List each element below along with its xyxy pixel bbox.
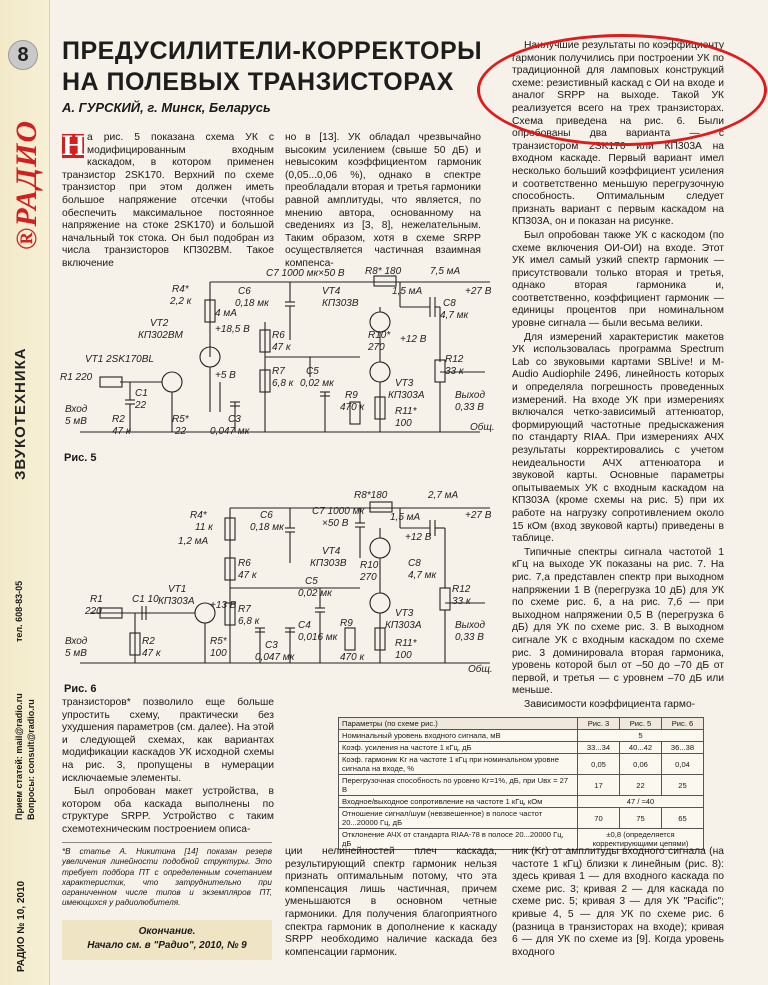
fig5-supply: +27 В xyxy=(465,286,492,297)
fig6-r6: R6 xyxy=(238,558,251,569)
fig5-inp: Вход xyxy=(65,404,88,415)
table-header-row xyxy=(339,718,704,730)
fig6-v1: +12 В xyxy=(405,532,432,543)
fig6-c8v: 4,7 мк xyxy=(408,570,437,581)
fig5-r11: R11* xyxy=(395,406,417,417)
table-cell: ±0,8 (определяется корректирующими цепями) xyxy=(578,829,704,850)
fig6-c5: C5 xyxy=(305,576,318,587)
fig5-r2: R2 xyxy=(112,414,125,425)
contact-mail: Прием статей: mail@radio.ru xyxy=(14,693,24,820)
fig6-inpv: 5 мВ xyxy=(65,648,87,659)
col3-paragraph-4: Типичные спектры сигнала частотой 1 кГц на выходе УК показаны на рис. 7. На рис. 7,а представлен спектр при выходном напряжении 1 В (перегрузка 10 дБ) для УК по схеме рис. 6, а на рис. 7,б — при выходном напряжении 0,5 В (перегрузка 6 дБ) для УК по схеме рис. 3. В выходном сигнале УК с входным каскадом по схеме рис. 3 доминировала вторая гармоника, уровень которой был от –50 до –70 дБ от первой, и третья — с уровнем –70 дБ или меньше. xyxy=(512,546,724,697)
table-row xyxy=(339,808,704,829)
table-cell: 40...42 xyxy=(620,742,662,754)
fig5-r7v: 6,8 к xyxy=(272,378,294,389)
fig6-r4: R4* xyxy=(190,510,207,521)
fig5-c6v: 0,18 мк xyxy=(235,298,269,309)
fig5-inpv: 5 мВ xyxy=(65,416,87,427)
table-row xyxy=(339,775,704,796)
fig5-gnd: Общ. xyxy=(470,422,495,433)
fig6-r12: R12 xyxy=(452,584,471,595)
table-cell: Отклонение АЧХ от стандарта RIAA-78 в полосе 20...20000 Гц, дБ xyxy=(339,829,578,850)
fig5-out: Выход xyxy=(455,390,486,401)
continuation-note xyxy=(62,920,272,960)
fig5-r2v: 47 к xyxy=(112,426,131,437)
endnote-line-2: Начало см. в "Радио", 2010, № 9 xyxy=(87,940,247,951)
fig6-i3: 1,2 мА xyxy=(178,536,209,547)
fig6-gnd: Общ. xyxy=(468,664,493,675)
radio-logo: ®РАДИО xyxy=(10,119,43,250)
parameters-table xyxy=(338,717,704,850)
fig5-outv: 0,33 В xyxy=(455,402,484,413)
table-cell: 0,04 xyxy=(662,754,704,775)
fig6-c6v: 0,18 мк xyxy=(250,522,284,533)
table-cell: 70 xyxy=(578,808,620,829)
fig6-c8: C8 xyxy=(408,558,421,569)
fig5-vt2t: КП302ВМ xyxy=(138,330,183,341)
table-cell: 25 xyxy=(662,775,704,796)
column-2-intro: но в [13]. УК обладал чрезвычайно высоким усилением (свыше 50 дБ) и невысоким коэффициентом гармоник (0,05...0,06 %), однако в спектре преобладали вторая и третья гармоники равной амплитуды, что является, по мнению автора, основанному на сведениях из [3, 8], нежелательным. Таким образом, хотя в схеме SRPP осуществляется частичная взаимная компенса- xyxy=(285,132,481,269)
endnote-line-1: Окончание. xyxy=(138,926,196,937)
fig5-r1: R1 220 xyxy=(60,372,93,383)
table-cell: 0,05 xyxy=(578,754,620,775)
fig5-v3: +5 В xyxy=(215,370,236,381)
fig5-r9v: 470 к xyxy=(340,402,365,413)
fig5-vt3t: КП303А xyxy=(388,390,425,401)
fig6-r2: R2 xyxy=(142,636,155,647)
fig5-c1: C1 xyxy=(135,388,148,399)
table-row xyxy=(339,742,704,754)
fig6-c3: C3 xyxy=(265,640,278,651)
fig5-c1v: 22 xyxy=(135,400,147,411)
fig6-r7: R7 xyxy=(238,604,251,615)
fig5-r6v: 47 к xyxy=(272,342,291,353)
table-cell: 5 xyxy=(578,730,704,742)
column-3-bottom: ник (Kг) от амплитуды входного сигнала (на частоте 1 кГц) близки к линейным (рис. 8): здесь кривая 1 — для входного каскада по схеме рис. 3; кривая 2 — для каскада по схеме рис. 5; кривая 3 — для УК "Pacific"; кривые 4, 5 — для УК по схеме рис. 6 (разница в транзисторах на входе); кривая 6 — для УК по схеме из [9]. Когда уровень входного xyxy=(512,846,724,958)
fig5-r4v: 2,2 к xyxy=(170,296,192,307)
fig6-out: Выход xyxy=(455,620,486,631)
fig5-vt4: VT4 xyxy=(322,286,341,297)
fig5-vt2: VT2 xyxy=(150,318,169,329)
table-row xyxy=(339,754,704,775)
fig6-i1: 2,7 мА xyxy=(428,490,459,501)
col3-paragraph-5: Зависимости коэффициента гармо- xyxy=(524,698,696,710)
fig6-vt3t: КП303А xyxy=(385,620,422,631)
fig6-r12v: 33 к xyxy=(452,596,471,607)
fig5-r5v: 22 xyxy=(175,426,187,437)
fig5-r5: R5* xyxy=(172,414,189,425)
fig6-r9: R9 xyxy=(340,618,353,629)
fig6-r11v: 100 xyxy=(395,650,412,661)
article-author: А. ГУРСКИЙ, г. Минск, Беларусь xyxy=(62,100,271,115)
footnote: *В статье А. Никитина [14] показан резерв увеличения линейности подобной структуры. Это требует подбора ПТ с определенным сочетанием характеристик, что затруднительно при ограниченном числе типов и экземпляров ПТ, имеющихся у радиолюбителя. xyxy=(62,842,272,909)
fig5-i2: 1,5 мА xyxy=(392,286,423,297)
fig6-r5v: 100 xyxy=(210,648,227,659)
table-cell: Перегрузочная способность по уровню Kг=1%, дБ, при Uвх = 27 В xyxy=(339,775,578,796)
fig5-c3: C3 xyxy=(228,414,241,425)
fig5-i1: 7,5 мА xyxy=(430,266,461,277)
fig5-r9: R9 xyxy=(345,390,358,401)
fig6-c4v: 0,016 мк xyxy=(298,632,338,643)
table-cell: 75 xyxy=(620,808,662,829)
fig6-caption: Рис. 6 xyxy=(64,683,97,695)
col3-paragraph-1: Наилучшие результаты по коэффициенту гармоник получились при построении УК по традиционной для ламповых конструкций схеме: резистивный каскад с ОИ на входе и аналог SRPP на выходе. Такой УК реализуется всего на трех транзисторах. Схема приведена на рис. 6. Были опробованы два варианта — с транзистором 2SK170 или КП303А на входном каскаде. Первый вариант имел несколько больший коэффициент усиления и соответственно меньшую перегрузочную способность. Оптимальным следует признать вариант с первым каскадом на КП303А, он и показан на рисунке. xyxy=(512,40,724,228)
issue-label: РАДИО № 10, 2010 xyxy=(16,880,27,972)
fig5-c6: C6 xyxy=(238,286,251,297)
fig5-caption: Рис. 5 xyxy=(64,452,97,464)
table-cell: 36...38 xyxy=(662,742,704,754)
table-cell: Отношение сигнал/шум (невзвешенное) в полосе частот 20...20000 Гц, дБ xyxy=(339,808,578,829)
table-row xyxy=(339,796,704,808)
fig6-c1: C1 10 xyxy=(132,594,159,605)
fig5-v2: +12 В xyxy=(400,334,427,345)
col3-paragraph-2: Был опробован также УК с каскодом (по схеме включения ОИ-ОИ) на входе. Этот УК имел самый узкий спектр гармоник — присутствовали только вторая и третья, однако вторая гармоника и, соответственно, коэффициент гармоник — единицы процентов при номинальном уровне сигнала — были весьма велики. xyxy=(512,229,724,330)
fig6-r7v: 6,8 к xyxy=(238,616,260,627)
column-2-bottom: ции нелинейностей плеч каскада, результирующий спектр гармоник нельзя признать оптимальным потому, что эта компенсация лишь частичная, причем уменьшаются в основном четные гармоники. Для получения благоприятного спектра гармоник в дополнение к каскаду SRPP необходимо наличие каскада без компенсации гармоник. xyxy=(285,846,497,958)
fig5-vt1: VT1 2SK170BL xyxy=(85,354,154,365)
col1-bottom-paragraph-1: транзисторов* позволило еще больше упростить схему, практически без ухудшения параметров (см. далее). На этой и следующей схемах, как вариантах модификации каскадов УК исходной схемы на рис. 3, пропущены в нумерации исключаемые элементы. xyxy=(62,697,274,784)
fig6-vt4: VT4 xyxy=(322,546,341,557)
phone-number: тел. 608-83-05 xyxy=(14,580,24,642)
fig5-r11v: 100 xyxy=(395,418,412,429)
fig5-i3: 4 мА xyxy=(215,308,237,319)
fig5-c3v: 0,047 мк xyxy=(210,426,250,437)
title-line-1: ПРЕДУСИЛИТЕЛИ-КОРРЕКТОРЫ xyxy=(62,37,483,65)
fig5-r10: R10* xyxy=(368,330,391,341)
fig6-c7b: ×50 В xyxy=(322,518,349,529)
table-cell: 33...34 xyxy=(578,742,620,754)
fig6-supply: +27 В xyxy=(465,510,492,521)
fig6-c7: C7 1000 мк xyxy=(312,506,365,517)
fig5-r4: R4* xyxy=(172,284,189,295)
fig5-r8: R8* 180 xyxy=(365,266,402,277)
table-cell: Коэф. усиления на частоте 1 кГц, дБ xyxy=(339,742,578,754)
fig5-c8: C8 xyxy=(443,298,456,309)
column-1-bottom xyxy=(62,697,274,838)
page-number: 8 xyxy=(8,40,38,70)
table-cell: Входное/выходное сопротивление на частоте 1 кГц, кОм xyxy=(339,796,578,808)
col3-paragraph-3: Для измерений характеристик макетов УК использовалась программа Spectrum Lab со звуковыми картами SBLive! и M-Audio Audiophile 2496, линейность которых и определяла погрешность проведенных измерений. На входе УК при измерениях включался четко-зависимый аттенюатор, формирующий частотные предыскажения по стандарту RIAA. При измерениях АЧХ результаты корректировались с учетом неидеальности АЧХ аттенюатора и звуковой карты. Основные параметры опытываемых УК с входным каскадом на КП303А (кроме схемы на рис. 5) при их работе на нагрузку сопротивлением около 15 кОм (вход звуковой карты) приведены в таблице. xyxy=(512,331,724,545)
fig5-r12: R12 xyxy=(445,354,464,365)
fig5-r10v: 270 xyxy=(368,342,385,353)
fig6-vt3: VT3 xyxy=(395,608,414,619)
fig6-r2v: 47 к xyxy=(142,648,161,659)
drop-cap: Н xyxy=(62,129,86,162)
table-header: Рис. 3 xyxy=(578,718,620,730)
fig6-vt1: VT1 xyxy=(168,584,187,595)
fig5-r7: R7 xyxy=(272,366,285,377)
table-cell: 22 xyxy=(620,775,662,796)
fig6-r10: R10 xyxy=(360,560,379,571)
table-row xyxy=(339,730,704,742)
article-title xyxy=(62,36,482,98)
table-header: Рис. 5 xyxy=(620,718,662,730)
fig6-r11: R11* xyxy=(395,638,417,649)
fig6-r9v: 470 к xyxy=(340,652,365,663)
fig5-vt4t: КП303В xyxy=(322,298,359,309)
fig5-c5: C5 xyxy=(306,366,319,377)
fig6-c5v: 0,02 мк xyxy=(298,588,332,599)
fig5-v1: +18,5 В xyxy=(215,324,250,335)
table-cell: 17 xyxy=(578,775,620,796)
contact-questions: Вопросы: consult@radio.ru xyxy=(26,699,36,820)
table-cell: Коэф. гармоник Kг на частоте 1 кГц при номинальном уровне сигнала на входе, % xyxy=(339,754,578,775)
fig5-r12v: 33 к xyxy=(445,366,464,377)
fig6-r4v: 11 к xyxy=(195,522,213,533)
fig6-v2: +13 В xyxy=(210,600,237,611)
fig6-c6: C6 xyxy=(260,510,273,521)
fig6-vt4t: КП303В xyxy=(310,558,347,569)
fig6-c4: C4 xyxy=(298,620,311,631)
fig5-vt3: VT3 xyxy=(395,378,414,389)
fig6-r1: R1 xyxy=(90,594,103,605)
fig5-c8v: 4,7 мк xyxy=(440,310,469,321)
fig5-c7: C7 1000 мк×50 В xyxy=(266,268,345,279)
fig6-r10v: 270 xyxy=(360,572,377,583)
fig6-r6v: 47 к xyxy=(238,570,257,581)
intro-text-1: а рис. 5 показана схема УК с модифицированным входным каскадом, в котором применен транзистор 2SK170. Верхний по схеме транзистор при этом должен иметь большое напряжение отсечки (чтобы обеспечить максимальное постоянное напряжение на стоке 2SK170) и большой начальный ток стока. Он был подобран из числа транзисторов КП302ВМ. Такое включение xyxy=(62,132,274,269)
section-label: ЗВУКОТЕХНИКА xyxy=(12,347,29,480)
table-header: Параметры (по схеме рис.) xyxy=(339,718,578,730)
table-cell: 47 / ≈40 xyxy=(578,796,704,808)
table-cell: 65 xyxy=(662,808,704,829)
fig6-i2: 1,5 мА xyxy=(390,512,421,523)
fig6-vt1t: КП303А xyxy=(158,596,195,607)
fig6-r5: R5* xyxy=(210,636,227,647)
fig6-r8: R8*180 xyxy=(354,490,388,501)
column-1-intro xyxy=(62,129,274,271)
table-cell: Номинальный уровень входного сигнала, мВ xyxy=(339,730,578,742)
fig5-c5v: 0,02 мк xyxy=(300,378,334,389)
table-cell: 0,06 xyxy=(620,754,662,775)
fig5-r6: R6 xyxy=(272,330,285,341)
fig6-inp: Вход xyxy=(65,636,88,647)
fig6-outv: 0,33 В xyxy=(455,632,484,643)
column-3 xyxy=(512,40,724,712)
fig6-r1v: 220 xyxy=(85,606,102,617)
fig6-c3v: 0,047 мк xyxy=(255,652,295,663)
title-line-2: НА ПОЛЕВЫХ ТРАНЗИСТОРАХ xyxy=(62,68,454,96)
col1-bottom-paragraph-2: Был опробован макет устройства, в котором оба каскада выполнены по структуре SRPP. Устройство с таким схемотехническим построением описа- xyxy=(62,786,274,835)
schematic-fig5 xyxy=(60,262,505,447)
table-header: Рис. 6 xyxy=(662,718,704,730)
schematic-fig6 xyxy=(60,488,505,678)
